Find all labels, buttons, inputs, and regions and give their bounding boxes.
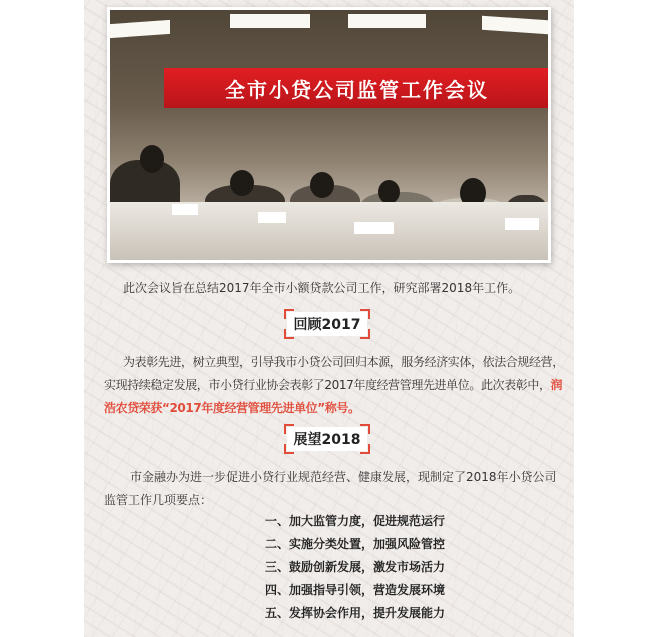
nameplate	[505, 218, 539, 230]
attendee-head	[310, 172, 334, 198]
meeting-photo	[110, 10, 548, 260]
award-highlight: 润浩农贷荣获“2017年度经营管理先进单位”称号。	[104, 378, 563, 415]
nameplate	[354, 222, 394, 234]
list-item: 二、实施分类处置，加强风险管控	[264, 537, 445, 551]
nameplate	[258, 212, 286, 223]
attendee-head	[378, 180, 400, 204]
section-heading-label: 展望2018	[287, 427, 367, 451]
list-item: 四、加强指导引领，营造发展环境	[264, 583, 445, 597]
intro-paragraph: 此次会议旨在总结2017年全市小额贷款公司工作，研究部署2018年工作。	[123, 281, 521, 295]
ceiling-light	[482, 16, 548, 35]
attendee-head	[230, 170, 254, 196]
section-heading-outlook	[284, 424, 370, 454]
ceiling-light	[110, 20, 170, 38]
ceiling-light	[348, 14, 426, 28]
list-item: 一、加大监管力度，促进规范运行	[264, 514, 445, 528]
outlook-paragraph: 市金融办为进一步促进小贷行业规范经营、健康发展，现制定了2018年小贷公司监管工作几项要点：	[104, 470, 557, 507]
review-body-text: 为表彰先进，树立典型，引导我市小贷公司回归本源，服务经济实体，依法合规经营，实现持续稳定发展，市小贷行业协会表彰了2017年度经营管理先进单位。此次表彰中，	[104, 355, 564, 392]
section-heading-review	[284, 309, 370, 339]
list-item: 三、鼓励创新发展，激发市场活力	[264, 560, 445, 574]
attendee-head	[140, 145, 164, 173]
review-paragraph	[104, 351, 568, 420]
section-heading-label: 回顾2017	[287, 312, 367, 336]
meeting-banner: 全市小贷公司监管工作会议	[164, 68, 548, 108]
list-item: 五、发挥协会作用，提升发展能力	[264, 606, 445, 620]
key-points-list	[230, 510, 480, 625]
nameplate	[172, 204, 198, 215]
ceiling-light	[230, 14, 310, 28]
